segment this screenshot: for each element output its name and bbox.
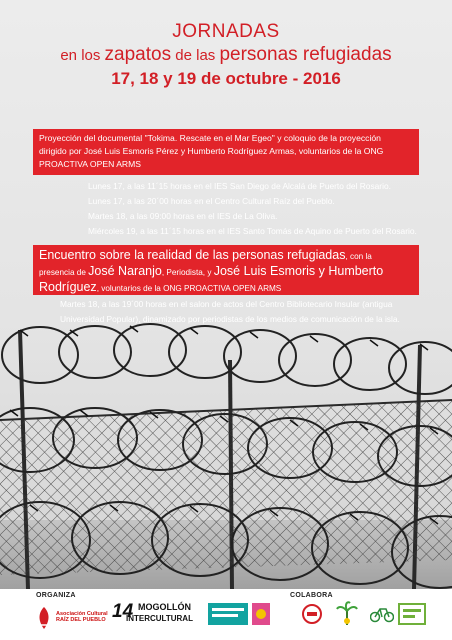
schedule-item: Miércoles 19, a las 11´15 horas en el IES Santo Tomás de Aquino de Puerto del Rosario. (88, 226, 417, 236)
logo-number: 14 (112, 601, 134, 622)
speaker-name: José Naranjo (88, 264, 162, 278)
subtitle-part: de las (175, 47, 216, 64)
mogollon-intercultural-logo (112, 601, 193, 623)
event2-heading: Encuentro sobre la realidad de las personas refugiadas (39, 248, 346, 262)
event1-schedule (88, 179, 417, 239)
logo-line: INTERCULTURAL (126, 614, 193, 623)
raiz-del-pueblo-logo-icon (34, 605, 54, 631)
event2-text: , Periodista, y (161, 268, 212, 277)
schedule-item: Martes 18, a las 19´00 horas en el salon de actos del Centro Bibliotecario Insular (antigua (60, 299, 393, 309)
cabildo-logo-icon (208, 603, 270, 625)
logo-line: RAÍZ DEL PUEBLO (56, 617, 106, 623)
event2-line (39, 248, 413, 264)
subtitle-part: personas refugiadas (219, 44, 392, 65)
event2-description (33, 245, 419, 295)
organiza-label: ORGANIZA (36, 592, 76, 599)
poster-subtitle (0, 44, 452, 67)
poster-dates: 17, 18 y 19 de octubre - 2016 (111, 69, 341, 88)
speaker-name: Rodríguez (39, 280, 97, 294)
speaker-name: José Luis Esmoris y Humberto (213, 264, 384, 278)
subtitle-part: zapatos (104, 44, 172, 65)
event2-text: presencia de (39, 268, 86, 277)
event1-description (33, 129, 419, 175)
bicycle-logo-icon (370, 605, 394, 623)
event2-text: , voluntarios de la ONG PROACTIVA OPEN ARMS (96, 284, 282, 293)
colabora-logo-4-icon (398, 603, 426, 625)
schedule-item: Universidad Popular), dinamizado por periodistas de los medios de comunicación de la isla. (60, 314, 400, 324)
event2-text: , con la (345, 252, 372, 261)
sponsors-footer (0, 589, 452, 640)
event2-line (39, 264, 413, 280)
schedule-item: Lunes 17, a las 20´00 horas en el Centro Cultural Raíz del Pueblo. (88, 196, 335, 206)
poster-title: JORNADAS (172, 21, 280, 42)
schedule-item: Lunes 17, a las 11´15 horas en el IES San Diego de Alcalá de Puerto del Rosario. (88, 181, 391, 191)
event1-line: dirigido por José Luis Esmoris Pérez y Humberto Rodríguez Armas, voluntarios de la ONG (39, 146, 384, 156)
event2-schedule (60, 297, 400, 327)
colabora-label: COLABORA (290, 592, 333, 599)
schedule-item: Martes 18, a las 09:00 horas en el IES de La Oliva. (88, 211, 278, 221)
subtitle-part: en los (60, 47, 101, 64)
raiz-del-pueblo-logo (56, 611, 108, 623)
event2-line (39, 280, 413, 296)
logo-line: Asociación Cultural (56, 611, 108, 617)
logo-line: MOGOLLÓN (138, 602, 191, 612)
poster-header (0, 20, 452, 91)
event1-line: PROACTIVA OPEN ARMS (39, 159, 142, 169)
event1-line: Proyección del documental "Tokima. Rescate en el Mar Egeo" y coloquio de la proyección (39, 133, 381, 143)
palm-tree-logo-icon (336, 601, 358, 627)
colabora-logo-1-icon (302, 603, 322, 625)
